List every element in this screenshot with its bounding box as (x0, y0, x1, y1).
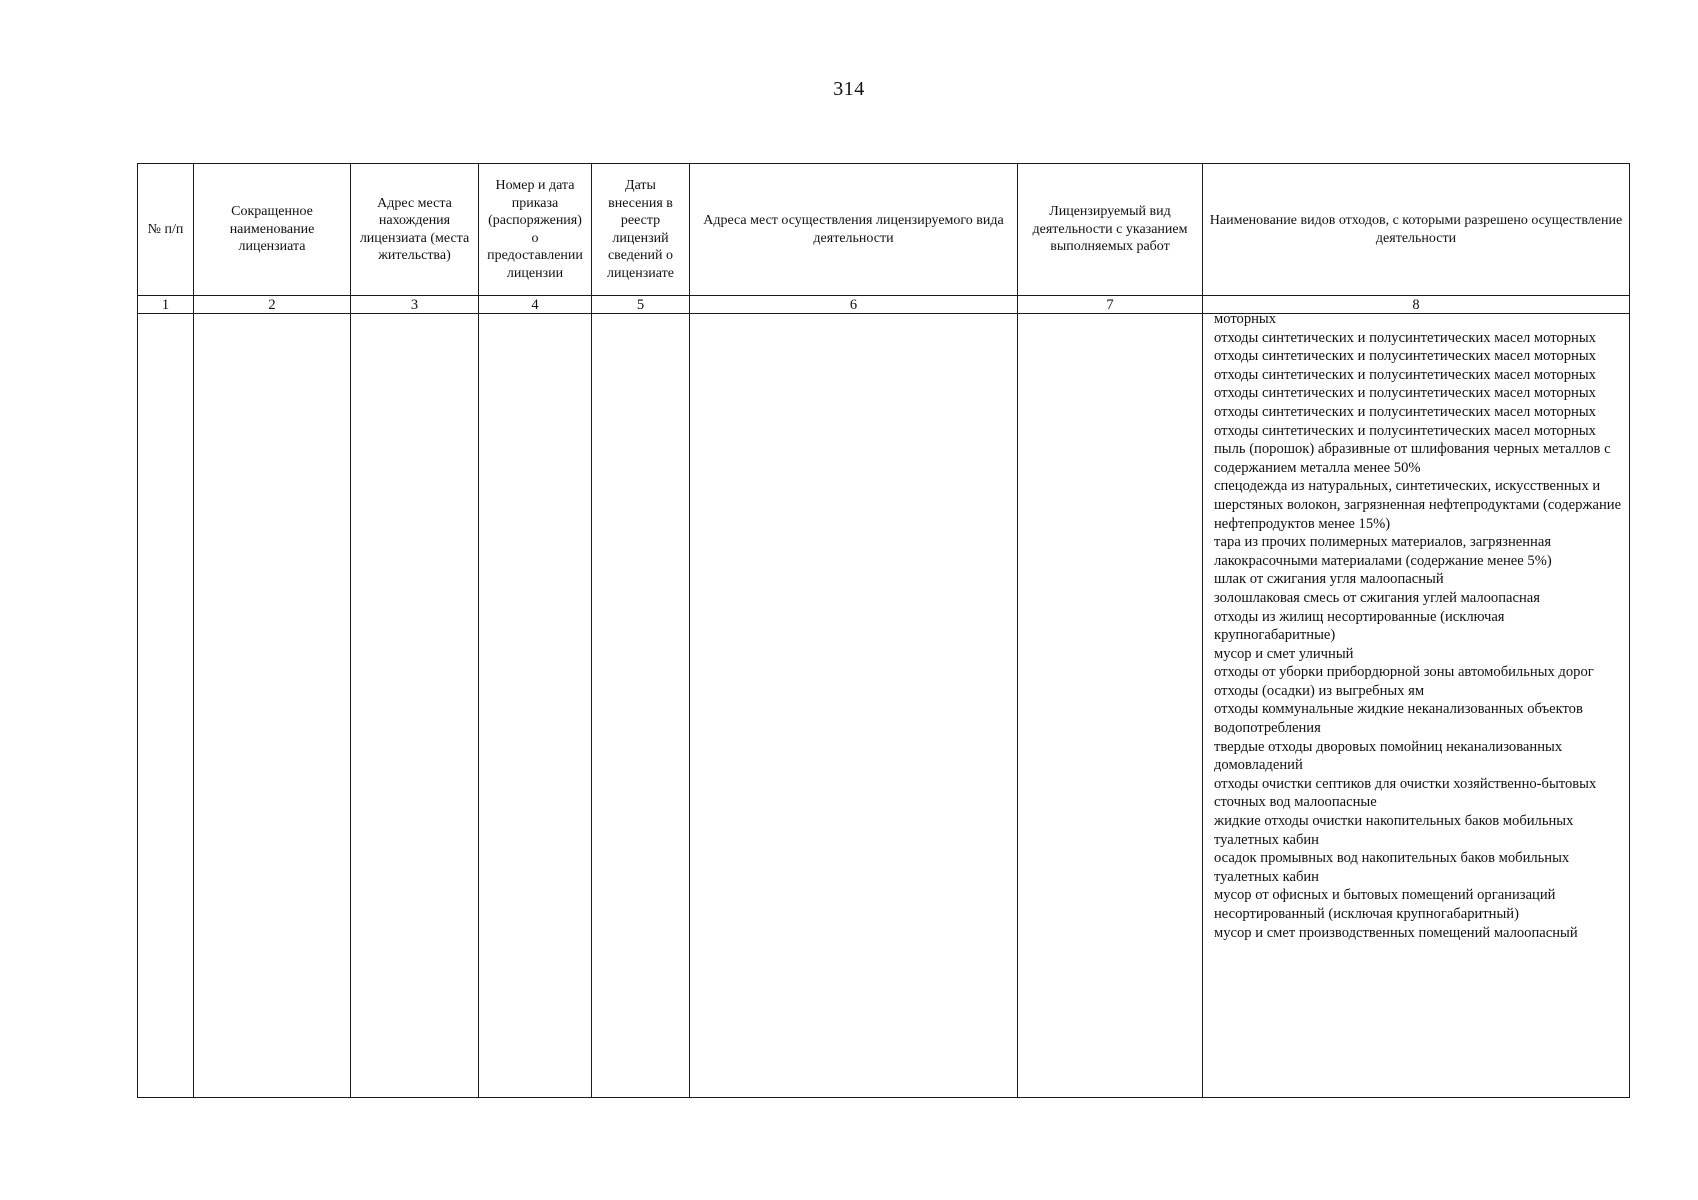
header-licensee-address: Адрес места нахождения лицензиата (места жительства) (351, 164, 479, 296)
column-number: 2 (194, 296, 351, 314)
waste-type-item: отходы синтетических и полусинтетических масел моторных (1214, 385, 1596, 402)
cell-activity-places (690, 314, 1018, 1098)
waste-type-item: отходы из жилищ несортированные (исключая крупногабаритные) (1214, 608, 1505, 644)
header-row (138, 164, 1630, 296)
waste-type-item: пыль (порошок) абразивные от шлифования черных металлов с содержанием металла менее 50% (1214, 441, 1611, 476)
column-number: 8 (1203, 296, 1630, 314)
column-number: 5 (592, 296, 690, 314)
header-licensed-activity: Лицензируемый вид деятельности с указанием выполняемых работ (1018, 164, 1203, 296)
header-waste-types: Наименование видов отходов, с которыми разрешено осуществление деятельности (1203, 164, 1630, 296)
waste-type-item: моторных (1214, 311, 1277, 327)
waste-type-item: отходы очистки септиков для очистки хозяйственно-бытовых сточных вод малоопасные (1214, 775, 1597, 811)
cell-licensed-activity (1018, 314, 1203, 1098)
waste-type-item: отходы синтетических и полусинтетических масел моторных (1214, 348, 1596, 365)
header-registry-dates: Даты внесения в реестр лицензий сведений о лицензиате (592, 164, 690, 296)
cell-waste-types (1203, 311, 1630, 1098)
header-order-number-date: Номер и дата приказа (распоряжения) о предоставлении лицензии (479, 164, 592, 296)
page-number: 314 (833, 78, 865, 100)
column-number: 7 (1018, 296, 1203, 314)
cell-licensee-address (351, 314, 479, 1098)
waste-type-item: отходы синтетических и полусинтетических масел моторных (1214, 366, 1596, 383)
cell-licensee-name (194, 314, 351, 1098)
waste-type-item: шлак от сжигания угля малоопасный (1214, 571, 1444, 588)
waste-type-item: отходы синтетических и полусинтетических масел моторных (1214, 403, 1596, 420)
waste-type-item: тара из прочих полимерных материалов, загрязненная лакокрасочными материалами (содержание менее 5%) (1214, 534, 1552, 569)
waste-type-item: золошлаковая смесь от сжигания углей малоопасная (1214, 589, 1540, 606)
header-activity-places: Адреса мест осуществления лицензируемого вида деятельности (690, 164, 1018, 296)
cell-registry-dates (592, 314, 690, 1098)
column-number: 4 (479, 296, 592, 314)
waste-type-item: мусор от офисных и бытовых помещений организаций несортированный (исключая крупногабаритный) (1214, 887, 1556, 922)
cell-number (138, 314, 194, 1098)
waste-type-item: жидкие отходы очистки накопительных баков мобильных туалетных кабин (1214, 813, 1574, 848)
column-number: 1 (138, 296, 194, 314)
waste-type-item: осадок промывных вод накопительных баков мобильных туалетных кабин (1214, 850, 1570, 885)
table-row (138, 314, 1630, 1098)
waste-type-item: отходы коммунальные жидкие неканализованных объектов водопотребления (1214, 701, 1583, 737)
cell-order (479, 314, 592, 1098)
header-licensee-name: Сокращенное наименование лицензиата (194, 164, 351, 296)
column-number: 6 (690, 296, 1018, 314)
waste-type-item: отходы синтетических и полусинтетических масел моторных (1214, 422, 1596, 439)
license-registry-table (137, 163, 1630, 1098)
waste-type-item: отходы от уборки прибордюрной зоны автомобильных дорог (1214, 664, 1594, 681)
waste-type-item: твердые отходы дворовых помойниц неканализованных домовладений (1214, 738, 1563, 774)
waste-type-item: мусор и смет уличный (1214, 645, 1354, 662)
waste-type-item: мусор и смет производственных помещений малоопасный (1214, 924, 1578, 941)
waste-type-item: отходы (осадки) из выгребных ям (1214, 682, 1425, 699)
column-number: 3 (351, 296, 479, 314)
waste-type-item: отходы синтетических и полусинтетических масел моторных (1214, 329, 1596, 346)
waste-type-item: спецодежда из натуральных, синтетических, искусственных и шерстяных волокон, загрязненная нефтепродуктами (содержание нефтепродуктов менее 15%) (1214, 478, 1622, 532)
header-number: № п/п (138, 164, 194, 296)
